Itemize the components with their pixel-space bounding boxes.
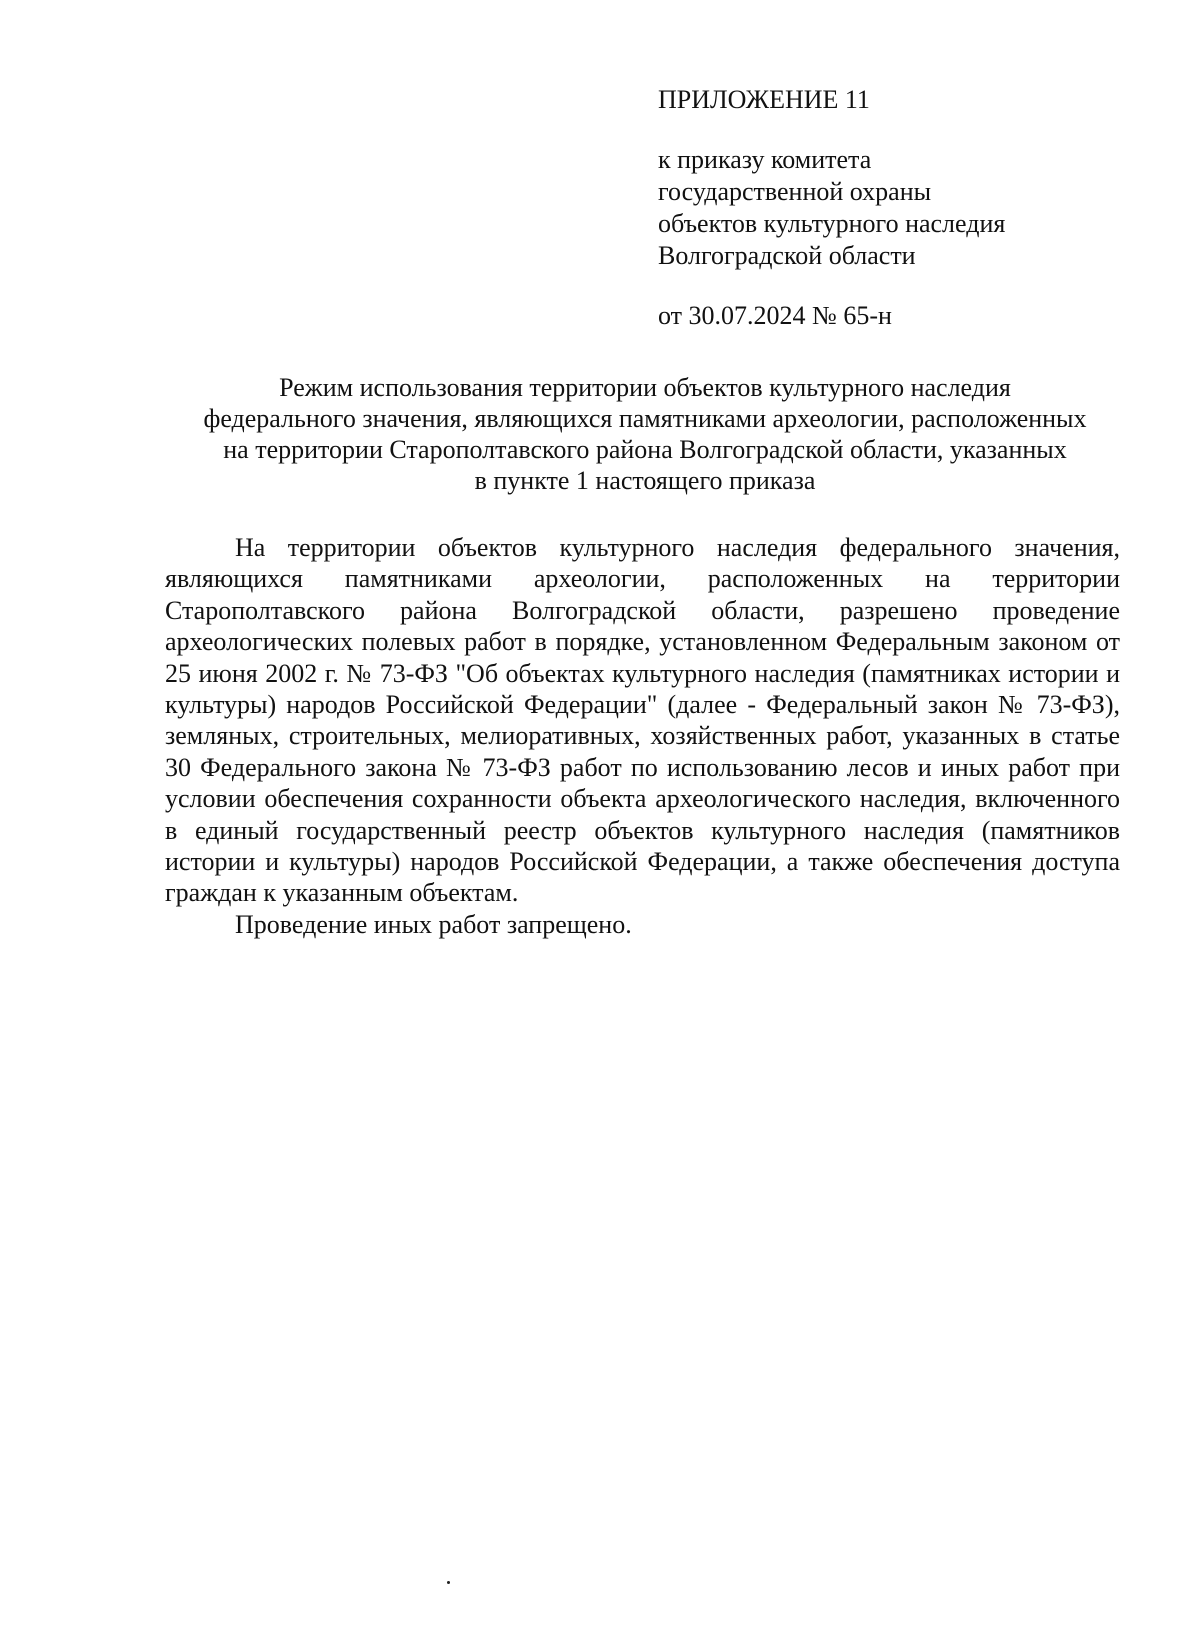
document-body <box>165 532 1120 940</box>
appendix-title: ПРИЛОЖЕНИЕ 11 <box>658 85 870 114</box>
body-paragraph: Проведение иных работ запрещено. <box>235 909 632 939</box>
order-date-number: от 30.07.2024 № 65-н <box>658 301 892 330</box>
body-paragraph: На территории объектов культурного наследия федерального значения, являющихся памятниками археологии, расположенных на территории Старополтавского района Волгоградской области, разрешено проведение археологических полевых работ в порядке, установленном Федеральным законом от 25 июня 2002 г. № 73-ФЗ "Об объектах культурного наследия (памятниках истории и культуры) народов Российской Федерации" (далее - Федеральный закон № 73-ФЗ), земляных, строительных, мелиоративных, хозяйственных работ, указанных в статье 30 Федерального закона № 73-ФЗ работ по использованию лесов и иных работ при условии обеспечения сохранности объекта археологического наследия, включенного в единый государственный реестр объектов культурного наследия (памятников истории и культуры) народов Российской Федерации, а также обеспечения доступа граждан к указанным объектам. <box>165 533 1120 908</box>
appendix-line: Волгоградской области <box>658 241 916 270</box>
document-title <box>150 372 1140 496</box>
document-title-line: в пункте 1 настоящего приказа <box>474 466 816 495</box>
document-title-line: федерального значения, являющихся памятниками археологии, расположенных <box>203 404 1087 433</box>
appendix-header <box>658 84 1078 332</box>
appendix-line: государственной охраны <box>658 177 932 206</box>
appendix-line: объектов культурного наследия <box>658 209 1006 238</box>
appendix-line: к приказу комитета <box>658 145 872 174</box>
document-title-line: на территории Старополтавского района Волгоградской области, указанных <box>223 435 1067 464</box>
scan-speck <box>447 1581 450 1584</box>
document-title-line: Режим использования территории объектов культурного наследия <box>279 373 1011 402</box>
